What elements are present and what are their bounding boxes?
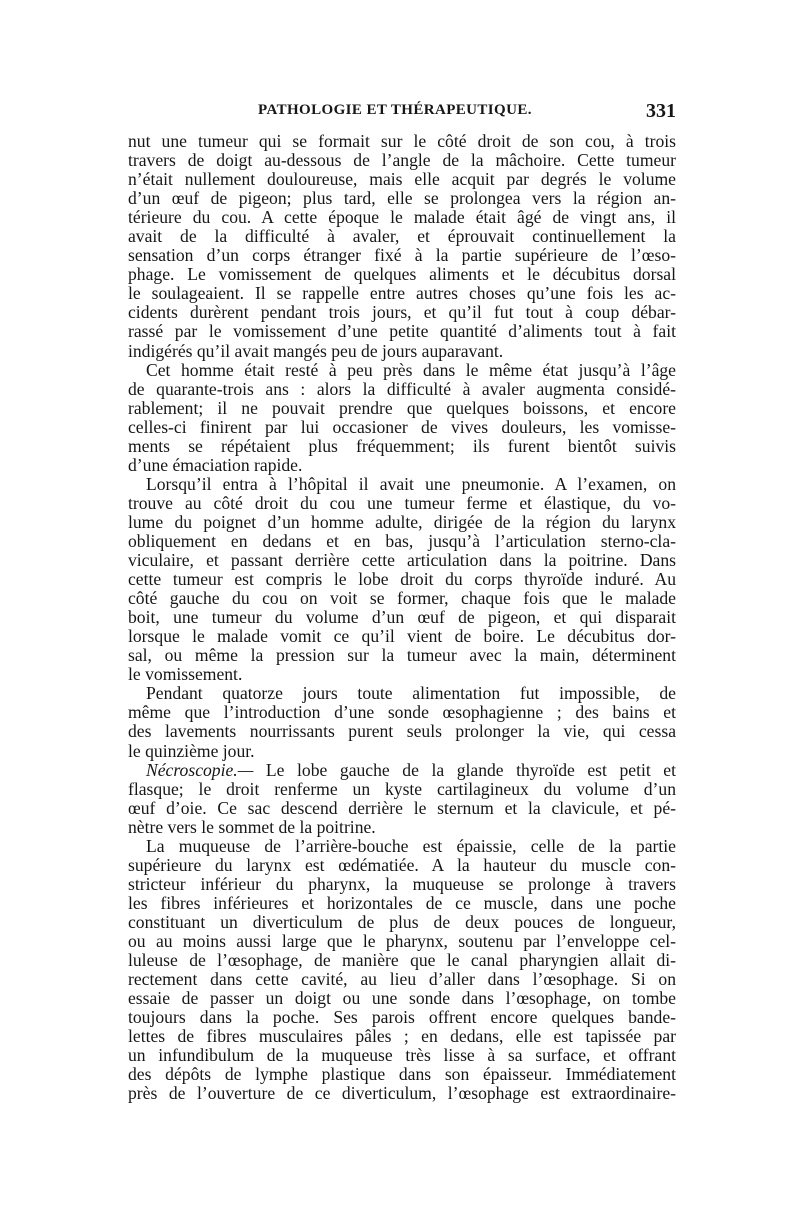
text-line: térieure du cou. A cette époque le malade était âgé de vingt ans, il	[128, 207, 676, 228]
text-line: trouve au côté droit du cou une tumeur ferme et élastique, du vo-	[128, 492, 676, 513]
text-line: essaie de passer un doigt ou une sonde dans l’œsophage, on tombe	[128, 988, 676, 1009]
text-line: sensation d’un corps étranger fixé à la partie supérieure de l’œso-	[128, 245, 676, 266]
text-line: cidents durèrent pendant trois jours, et qu’il fut tout à coup débar-	[128, 302, 676, 323]
text-line: n’était nullement douloureuse, mais elle acquit par degrés le volume	[128, 169, 676, 190]
text-line: Cet homme était resté à peu près dans le même état jusqu’à l’âge	[146, 359, 676, 380]
body-text	[128, 132, 676, 1103]
text-line: d’un œuf de pigeon; plus tard, elle se prolongea vers la région an-	[128, 188, 676, 209]
text-line: avait de la difficulté à avaler, et éprouvait continuellement la	[128, 226, 676, 247]
text-line: celles-ci finirent par lui occasioner de vives douleurs, les vomisse-	[128, 416, 676, 437]
text-line: près de l’ouverture de ce diverticulum, l’œsophage est extraordinaire-	[128, 1083, 676, 1104]
text-line: flasque; le droit renferme un kyste cartilagineux du volume d’un	[128, 778, 676, 799]
text-line: rassé par le vomissement d’une petite quantité d’aliments tout à fait	[128, 321, 676, 342]
text-line: le vomissement.	[128, 664, 243, 685]
text-line: constituant un diverticulum de plus de deux pouces de longueur,	[128, 911, 676, 932]
text-line: travers de doigt au-dessous de l’angle de la mâchoire. Cette tumeur	[128, 150, 676, 171]
text-line: stricteur inférieur du pharynx, la muqueuse se prolonge à travers	[128, 873, 676, 894]
text-line: œuf d’oie. Ce sac descend derrière le sternum et la clavicule, et pé-	[128, 797, 676, 818]
text-line: obliquement en dedans et en bas, jusqu’à l’articulation sterno-cla-	[128, 530, 676, 551]
text-line	[128, 761, 676, 780]
text-line: le quinzième jour.	[128, 740, 255, 761]
page-header	[128, 100, 676, 124]
text-line-rest: Le lobe gauche de la glande thyroïde est petit et	[265, 759, 677, 780]
text-line: supérieure du larynx est œdématiée. A la hauteur du muscle con-	[128, 854, 676, 875]
text-line: le soulageaient. Il se rappelle entre autres choses qu’une fois les ac-	[128, 283, 676, 304]
text-line: nètre vers le sommet de la poitrine.	[128, 816, 376, 837]
text-line: lume du poignet d’un homme adulte, dirigée de la région du larynx	[128, 511, 676, 532]
necroscopie-label: Nécroscopie.—	[146, 759, 254, 780]
text-line: luleuse de l’œsophage, de manière que le canal pharyngien allait di-	[128, 950, 676, 971]
text-line: nut une tumeur qui se formait sur le côté droit de son cou, à trois	[128, 131, 676, 151]
running-title: PATHOLOGIE ET THÉRAPEUTIQUE.	[258, 102, 532, 118]
text-line: toujours dans la poche. Ses parois offrent encore quelques bande-	[128, 1007, 676, 1028]
text-line: un infundibulum de la muqueuse très lisse à sa surface, et offrant	[128, 1045, 676, 1066]
text-line: sal, ou même la pression sur la tumeur avec la main, déterminent	[128, 645, 676, 666]
text-line: rablement; il ne pouvait prendre que quelques boissons, et encore	[128, 397, 676, 418]
page-number: 331	[646, 100, 676, 122]
text-line: de quarante-trois ans : alors la difficulté à avaler augmenta considé-	[128, 378, 676, 399]
text-line: Lorsqu’il entra à l’hôpital il avait une pneumonie. A l’examen, on	[146, 473, 676, 494]
text-line: même que l’introduction d’une sonde œsophagienne ; des bains et	[128, 702, 676, 723]
text-line: phage. Le vomissement de quelques aliments et le décubitus dorsal	[128, 264, 676, 285]
text-line: des dépôts de lymphe plastique dans son épaisseur. Immédiatement	[128, 1064, 676, 1085]
text-line: cette tumeur est compris le lobe droit du corps thyroïde induré. Au	[128, 569, 676, 590]
text-line: lettes de fibres musculaires pâles ; en dedans, elle est tapissée par	[128, 1026, 676, 1047]
text-line: indigérés qu’il avait mangés peu de jours auparavant.	[128, 340, 504, 361]
text-line: des lavements nourrissants purent seuls prolonger la vie, qui cessa	[128, 721, 676, 742]
text-line: d’une émaciation rapide.	[128, 454, 303, 475]
text-line: La muqueuse de l’arrière-bouche est épaissie, celle de la partie	[146, 835, 676, 856]
text-line: ments se répétaient plus fréquemment; ils furent bientôt suivis	[128, 435, 676, 456]
text-line: lorsque le malade vomit ce qu’il vient de boire. Le décubitus dor-	[128, 626, 676, 647]
text-line: rectement dans cette cavité, au lieu d’aller dans l’œsophage. Si on	[128, 969, 676, 990]
text-line: boit, une tumeur du volume d’un œuf de pigeon, et qui disparait	[128, 607, 676, 628]
text-line: côté gauche du cou on voit se former, chaque fois que le malade	[128, 588, 676, 609]
text-line: ou au moins aussi large que le pharynx, soutenu par l’enveloppe cel-	[128, 930, 676, 951]
text-line: les fibres inférieures et horizontales de ce muscle, dans une poche	[128, 892, 676, 913]
text-line: viculaire, et passant derrière cette articulation dans la poitrine. Dans	[128, 550, 676, 571]
text-line: Pendant quatorze jours toute alimentation fut impossible, de	[146, 683, 676, 704]
